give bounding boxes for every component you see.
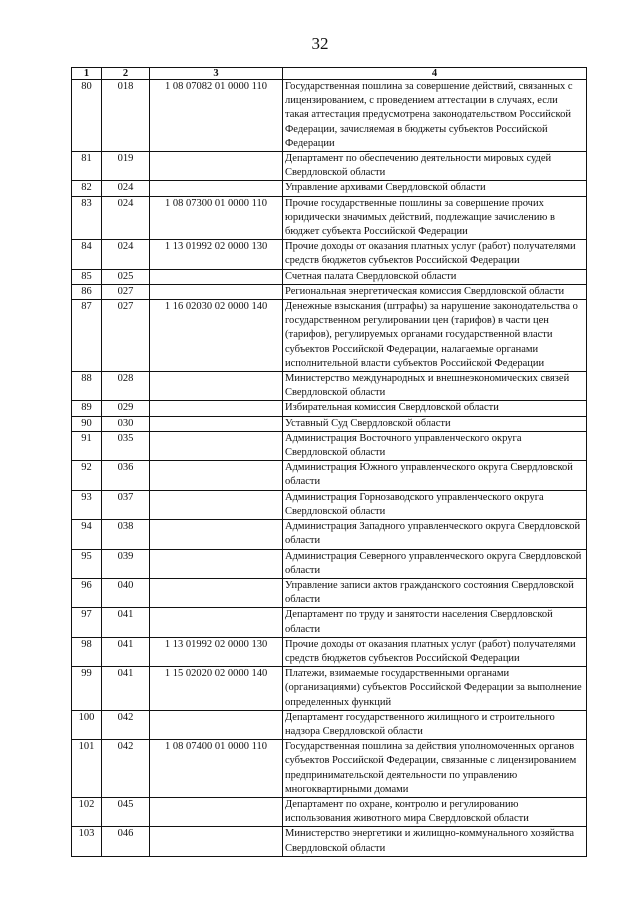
admin-code: 027 — [102, 284, 150, 299]
administrator-or-revenue-name: Департамент по обеспечению деятельности мировых судей Свердловской области — [283, 152, 587, 181]
table-row — [72, 637, 587, 666]
table-row — [72, 152, 587, 181]
table-row — [72, 416, 587, 431]
admin-code: 024 — [102, 240, 150, 269]
budget-classification-code: 1 13 01992 02 0000 130 — [150, 240, 283, 269]
administrator-or-revenue-name: Департамент государственного жилищного и строительного надзора Свердловской области — [283, 710, 587, 739]
admin-code: 042 — [102, 740, 150, 798]
table-row — [72, 827, 587, 856]
table-row — [72, 520, 587, 549]
administrator-or-revenue-name: Государственная пошлина за действия уполномоченных органов субъектов Российской Федерации, связанные с лицензированием предпринимательской деятельности по управлению многоквартирными домами — [283, 740, 587, 798]
table-row — [72, 490, 587, 519]
admin-code: 024 — [102, 196, 150, 240]
administrator-or-revenue-name: Управление архивами Свердловской области — [283, 181, 587, 196]
row-number: 83 — [72, 196, 102, 240]
table-row — [72, 269, 587, 284]
administrator-or-revenue-name: Администрация Горнозаводского управленческого округа Свердловской области — [283, 490, 587, 519]
table-header-row — [72, 68, 587, 80]
table-row — [72, 578, 587, 607]
admin-code: 019 — [102, 152, 150, 181]
table-row — [72, 300, 587, 372]
admin-code: 036 — [102, 461, 150, 490]
administrator-or-revenue-name: Уставный Суд Свердловской области — [283, 416, 587, 431]
table-row — [72, 401, 587, 416]
administrator-or-revenue-name: Денежные взыскания (штрафы) за нарушение законодательства о государственном регулировании цен (тарифов) в части цен (тарифов), регулируемых органами государственной власти субъектов Российской Федерации, налагаемые органами исполнительной власти субъектов Российской Федерации — [283, 300, 587, 372]
admin-code: 030 — [102, 416, 150, 431]
row-number: 102 — [72, 797, 102, 826]
admin-code: 046 — [102, 827, 150, 856]
table-row — [72, 549, 587, 578]
admin-code: 037 — [102, 490, 150, 519]
row-number: 96 — [72, 578, 102, 607]
row-number: 98 — [72, 637, 102, 666]
admin-code: 040 — [102, 578, 150, 607]
row-number: 85 — [72, 269, 102, 284]
admin-code: 024 — [102, 181, 150, 196]
table-row — [72, 710, 587, 739]
table-row — [72, 196, 587, 240]
table-row — [72, 181, 587, 196]
admin-code: 045 — [102, 797, 150, 826]
budget-classification-code — [150, 284, 283, 299]
page-number: 32 — [311, 34, 329, 53]
budget-classification-code — [150, 431, 283, 460]
row-number: 101 — [72, 740, 102, 798]
row-number: 81 — [72, 152, 102, 181]
table-row — [72, 431, 587, 460]
admin-code: 042 — [102, 710, 150, 739]
administrator-or-revenue-name: Министерство энергетики и жилищно-коммунального хозяйства Свердловской области — [283, 827, 587, 856]
table-row — [72, 797, 587, 826]
admin-code: 018 — [102, 80, 150, 152]
admin-code: 028 — [102, 372, 150, 401]
administrator-or-revenue-name: Администрация Южного управленческого округа Свердловской области — [283, 461, 587, 490]
administrator-or-revenue-name: Прочие доходы от оказания платных услуг (работ) получателями средств бюджетов субъектов Российской Федерации — [283, 637, 587, 666]
budget-classification-code — [150, 401, 283, 416]
table-row — [72, 461, 587, 490]
column-header-kbk: 3 — [150, 68, 283, 80]
table-row — [72, 80, 587, 152]
row-number: 97 — [72, 608, 102, 637]
row-number: 103 — [72, 827, 102, 856]
row-number: 90 — [72, 416, 102, 431]
budget-classification-code: 1 08 07300 01 0000 110 — [150, 196, 283, 240]
table-row — [72, 740, 587, 798]
row-number: 93 — [72, 490, 102, 519]
administrator-or-revenue-name: Управление записи актов гражданского состояния Свердловской области — [283, 578, 587, 607]
row-number: 80 — [72, 80, 102, 152]
row-number: 89 — [72, 401, 102, 416]
revenue-administrators-table — [71, 67, 587, 857]
column-header-name: 4 — [283, 68, 587, 80]
administrator-or-revenue-name: Департамент по охране, контролю и регулированию использования животного мира Свердловской области — [283, 797, 587, 826]
administrator-or-revenue-name: Департамент по труду и занятости населения Свердловской области — [283, 608, 587, 637]
table-row — [72, 667, 587, 711]
budget-classification-code — [150, 152, 283, 181]
budget-classification-code: 1 15 02020 02 0000 140 — [150, 667, 283, 711]
row-number: 82 — [72, 181, 102, 196]
budget-classification-code — [150, 372, 283, 401]
row-number: 100 — [72, 710, 102, 739]
administrator-or-revenue-name: Платежи, взимаемые государственными органами (организациями) субъектов Российской Федерации за выполнение определенных функций — [283, 667, 587, 711]
row-number: 94 — [72, 520, 102, 549]
budget-classification-code: 1 13 01992 02 0000 130 — [150, 637, 283, 666]
administrator-or-revenue-name: Министерство международных и внешнеэкономических связей Свердловской области — [283, 372, 587, 401]
administrator-or-revenue-name: Государственная пошлина за совершение действий, связанных с лицензированием, с проведением аттестации в случаях, если такая аттестация предусмотрена законодательством Российской Федерации, зачисляемая в бюджеты субъектов Российской Федерации — [283, 80, 587, 152]
table-body — [72, 80, 587, 857]
administrator-or-revenue-name: Администрация Северного управленческого округа Свердловской области — [283, 549, 587, 578]
budget-classification-code — [150, 608, 283, 637]
row-number: 99 — [72, 667, 102, 711]
column-header-admin-code: 2 — [102, 68, 150, 80]
budget-classification-code — [150, 269, 283, 284]
admin-code: 035 — [102, 431, 150, 460]
row-number: 92 — [72, 461, 102, 490]
administrator-or-revenue-name: Счетная палата Свердловской области — [283, 269, 587, 284]
budget-classification-code — [150, 827, 283, 856]
administrator-or-revenue-name: Региональная энергетическая комиссия Свердловской области — [283, 284, 587, 299]
budget-classification-code — [150, 549, 283, 578]
administrator-or-revenue-name: Прочие государственные пошлины за совершение прочих юридически значимых действий, подлежащие зачислению в бюджет субъекта Российской Федерации — [283, 196, 587, 240]
administrator-or-revenue-name: Прочие доходы от оказания платных услуг (работ) получателями средств бюджетов субъектов Российской Федерации — [283, 240, 587, 269]
budget-classification-code — [150, 181, 283, 196]
row-number: 95 — [72, 549, 102, 578]
admin-code: 039 — [102, 549, 150, 578]
admin-code: 029 — [102, 401, 150, 416]
administrator-or-revenue-name: Администрация Восточного управленческого округа Свердловской области — [283, 431, 587, 460]
budget-classification-code — [150, 578, 283, 607]
admin-code: 041 — [102, 667, 150, 711]
admin-code: 038 — [102, 520, 150, 549]
budget-classification-code — [150, 416, 283, 431]
row-number: 84 — [72, 240, 102, 269]
budget-classification-code — [150, 797, 283, 826]
budget-classification-code — [150, 710, 283, 739]
table-row — [72, 240, 587, 269]
row-number: 88 — [72, 372, 102, 401]
budget-classification-code — [150, 461, 283, 490]
table-row — [72, 372, 587, 401]
admin-code: 027 — [102, 300, 150, 372]
budget-classification-code: 1 08 07082 01 0000 110 — [150, 80, 283, 152]
administrator-or-revenue-name: Избирательная комиссия Свердловской области — [283, 401, 587, 416]
column-header-number: 1 — [72, 68, 102, 80]
budget-classification-code — [150, 520, 283, 549]
budget-classification-code: 1 08 07400 01 0000 110 — [150, 740, 283, 798]
admin-code: 041 — [102, 637, 150, 666]
budget-classification-code: 1 16 02030 02 0000 140 — [150, 300, 283, 372]
table-row — [72, 284, 587, 299]
row-number: 91 — [72, 431, 102, 460]
admin-code: 025 — [102, 269, 150, 284]
administrator-or-revenue-name: Администрация Западного управленческого округа Свердловской области — [283, 520, 587, 549]
table-row — [72, 608, 587, 637]
row-number: 86 — [72, 284, 102, 299]
row-number: 87 — [72, 300, 102, 372]
budget-classification-code — [150, 490, 283, 519]
admin-code: 041 — [102, 608, 150, 637]
